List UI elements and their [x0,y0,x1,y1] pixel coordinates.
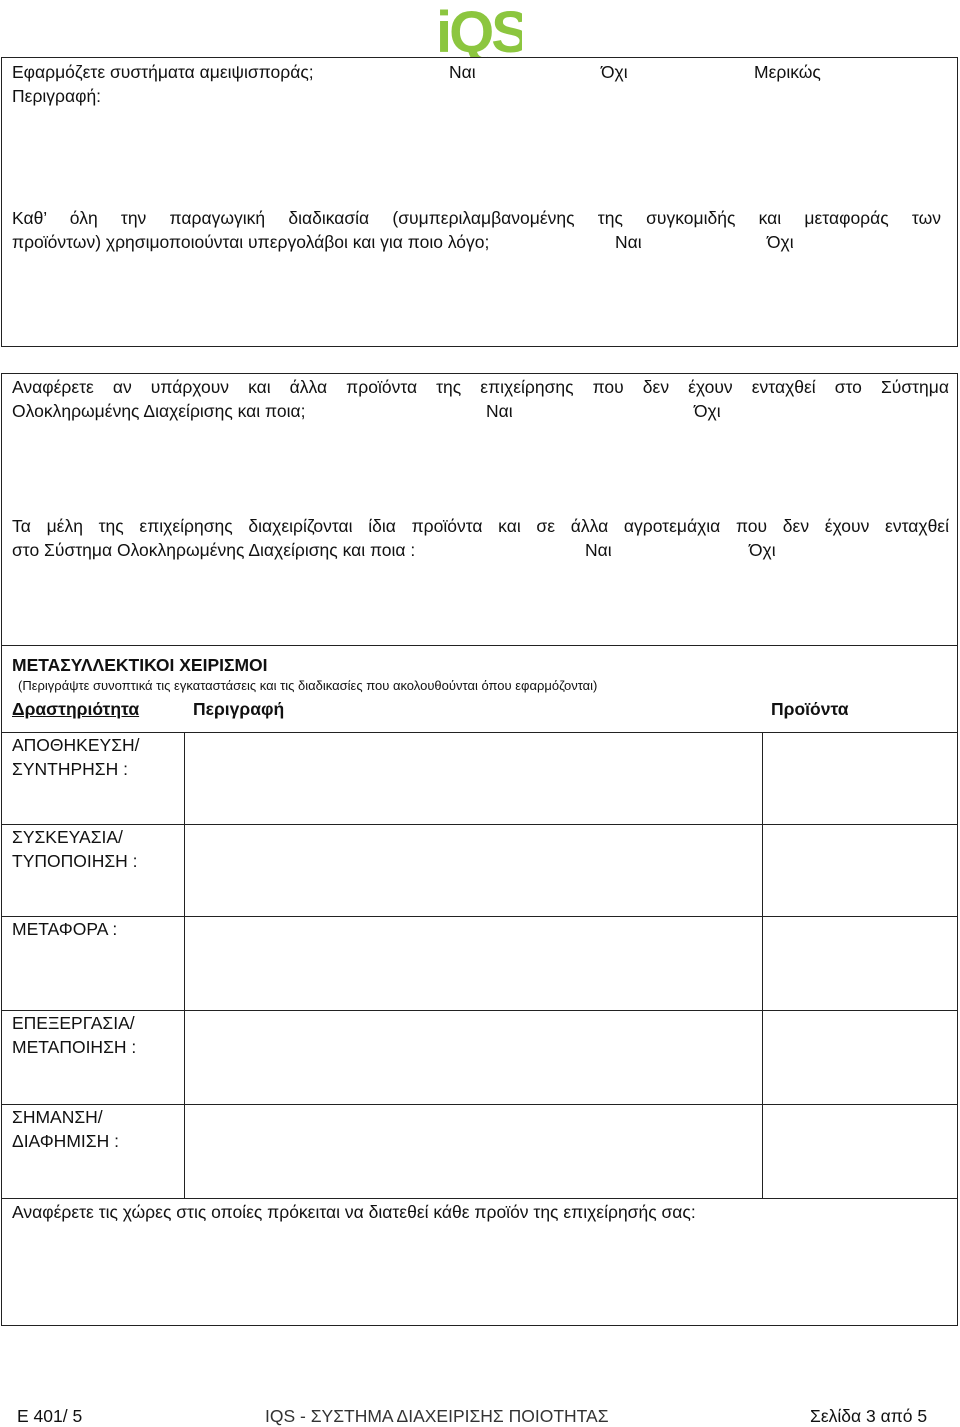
rotation-question: Εφαρμόζετε συστήματα αμειψισποράς; [12,62,314,82]
table-row [12,1107,119,1155]
post-harvest-section [1,646,958,1326]
row-label-line-2: ΤΥΠΟΠΟΙΗΣΗ : [12,851,138,871]
products-cell[interactable] [763,825,957,915]
column-activity: Δραστηριότητα [12,699,140,719]
members-products-line-1: Τα μέλη της επιχείρησης διαχειρίζονται ίδια προϊόντα και σε άλλα αγροτεμάχια που δεν έχουν ενταχθεί [12,516,949,536]
other-products-no[interactable]: Όχι [694,401,721,421]
countries-answer-area[interactable] [4,1228,955,1322]
row-label-line-1: ΑΠΟΘΗΚΕΥΣΗ/ [12,735,140,755]
products-cell[interactable] [763,733,957,823]
column-products: Προϊόντα [771,699,849,719]
other-products-line-1: Αναφέρετε αν υπάρχουν και άλλα προϊόντα της επιχείρησης που δεν έχουν ενταχθεί στο Σύστημα [12,377,949,397]
products-cell[interactable] [763,1011,957,1103]
description-cell[interactable] [185,1011,761,1103]
option-no[interactable]: Όχι [601,62,628,82]
other-products-line-2: Ολοκληρωμένης Διαχείρισης και ποια; [12,401,306,421]
row-label-line-1: ΣΗΜΑΝΣΗ/ [12,1107,103,1127]
rotation-question-box [1,57,958,347]
footer-system: IQS - ΣΥΣΤΗΜΑ ΔΙΑΧΕΙΡΙΣΗΣ ΠΟΙΟΤΗΤΑΣ [265,1406,609,1426]
footer-code: Ε 401/ 5 [17,1406,83,1426]
footer-page: Σελίδα 3 από 5 [810,1406,928,1426]
description-cell[interactable] [185,1105,761,1197]
members-products-yes[interactable]: Ναι [585,540,612,560]
other-products-box [1,373,958,646]
members-products-line-2: στο Σύστημα Ολοκληρωμένης Διαχείρισης και ποια : [12,540,416,560]
option-yes[interactable]: Ναι [449,62,476,82]
description-cell[interactable] [185,733,761,823]
row-label-line-2: ΔΙΑΦΗΜΙΣΗ : [12,1131,119,1151]
row-label-line-1: ΣΥΣΚΕΥΑΣΙΑ/ [12,827,123,847]
option-partly[interactable]: Μερικώς [754,62,821,82]
description-label: Περιγραφή: [12,86,102,106]
iqs-logo [436,2,522,58]
subcontractors-no[interactable]: Όχι [767,232,794,252]
products-cell[interactable] [763,1105,957,1197]
subcontractors-line-2: προϊόντων) χρησιμοποιούνται υπεργολάβοι και για ποιο λόγο; [12,232,490,252]
column-description: Περιγραφή [193,699,285,719]
description-cell[interactable] [185,825,761,915]
subcontractors-question [12,208,941,232]
table-bottom-divider [2,1198,957,1199]
table-row [12,919,117,943]
members-products-no[interactable]: Όχι [749,540,776,560]
products-cell[interactable] [763,917,957,1009]
subcontractors-yes[interactable]: Ναι [615,232,642,252]
iqs-logo-icon [436,2,522,58]
subcontractors-line-1: Καθ’ όλη την παραγωγική διαδικασία (συμπεριλαμβανομένης της συγκομιδής και μεταφοράς των [12,208,941,228]
section-subtitle: (Περιγράψτε συνοπτικά τις εγκαταστάσεις και τις διαδικασίες που ακολουθούνται όπου εφαρμόζονται) [18,678,598,693]
table-row [12,827,138,875]
table-row [12,735,140,783]
section-title: ΜΕΤΑΣΥΛΛΕΚΤΙΚΟΙ ΧΕΙΡΙΣΜΟΙ [12,655,268,675]
row-label-line-2: ΣΥΝΤΗΡΗΣΗ : [12,759,128,779]
row-label-line-1: ΕΠΕΞΕΡΓΑΣΙΑ/ [12,1013,135,1033]
row-label-line-1: ΜΕΤΑΦΟΡΑ : [12,919,118,939]
row-label-line-2: ΜΕΤΑΠΟΙΗΣΗ : [12,1037,137,1057]
table-row [12,1013,136,1061]
logo-text: iQS [436,2,522,58]
countries-question: Αναφέρετε τις χώρες στις οποίες πρόκειται να διατεθεί κάθε προϊόν της επιχείρησής σας: [12,1202,696,1222]
description-cell[interactable] [185,917,761,1009]
other-products-yes[interactable]: Ναι [486,401,513,421]
